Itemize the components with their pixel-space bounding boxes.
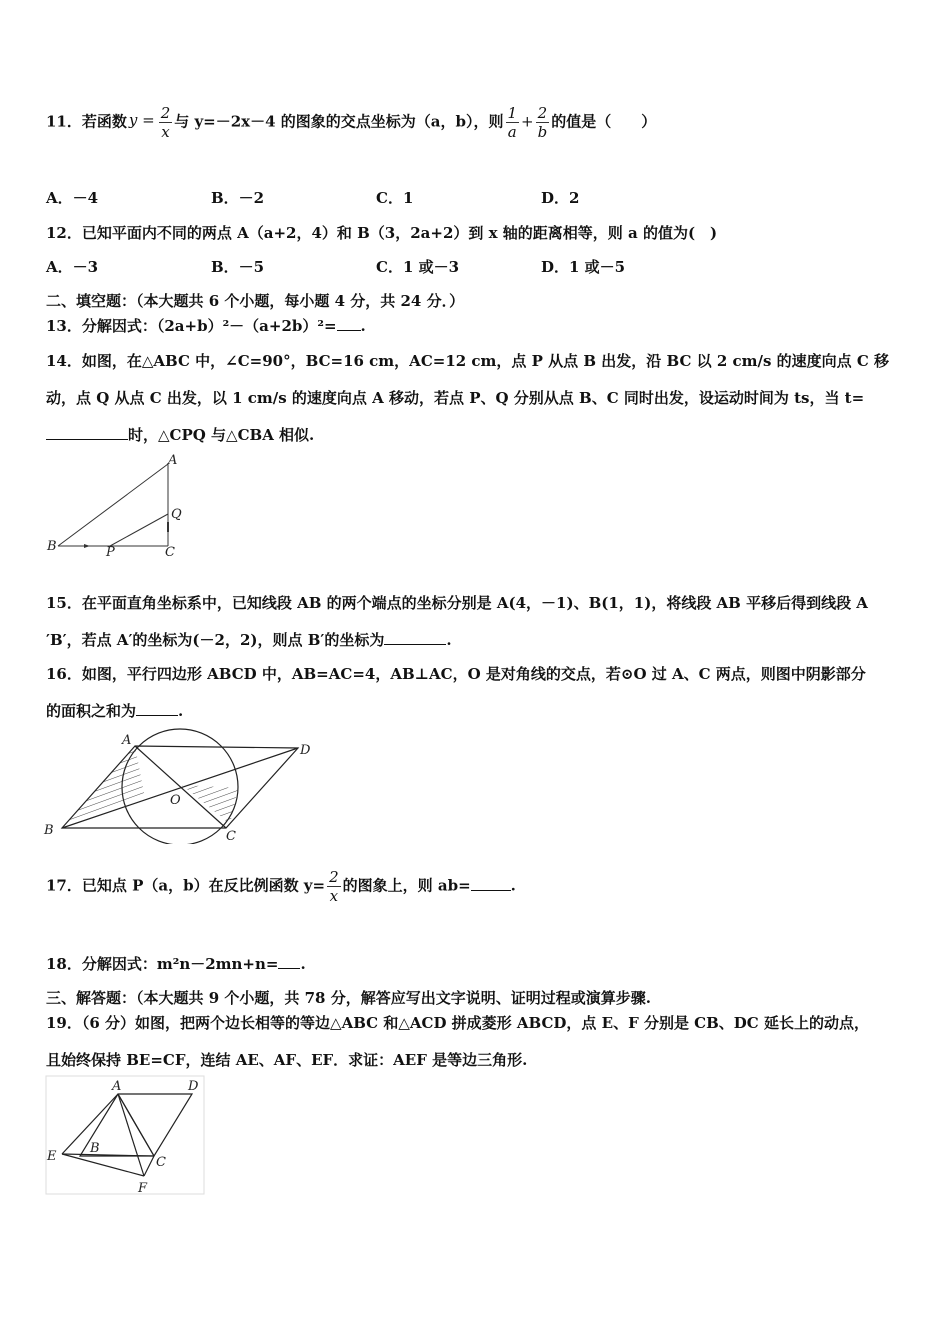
q18-answer-blank[interactable] <box>278 967 300 969</box>
q14-arrow-mark-p <box>84 544 90 548</box>
q11-frac1-num: 1 <box>507 104 518 122</box>
q19-label-e: E <box>47 1149 57 1164</box>
q14-segment-pq <box>110 514 168 546</box>
q14-side-ba <box>58 464 168 546</box>
q19-label-b: B <box>90 1141 100 1156</box>
q17-stem <box>46 868 516 905</box>
q15-line-2-text: ′B′，若点 A′的坐标为(－2，2)，则点 B′的坐标为 <box>46 631 385 649</box>
q16-line-2-text: 的面积之和为 <box>46 702 137 720</box>
q19-label-a: A <box>112 1079 122 1094</box>
q16-label-d: D <box>300 743 311 758</box>
section-2-heading: 二、填空题：（本大题共 6 个小题，每小题 4 分，共 24 分．） <box>46 292 465 310</box>
q16-shaded-region-left <box>62 746 145 828</box>
q11-func-lhs: y = <box>128 110 155 129</box>
q18-stem <box>46 953 306 974</box>
q11-option-c: C．1 <box>376 189 414 207</box>
q17-end: . <box>510 876 516 895</box>
q16-line-1: 16．如图，平行四边形 ABCD 中，AB=AC=4，AB⊥AC，O 是对角线的交点，若⊙O 过 A、C 两点，则图中阴影部分 <box>46 665 866 683</box>
section-3-heading: 三、解答题：（本大题共 9 个小题，共 78 分，解答应写出文字说明、证明过程或演算步骤. <box>46 989 651 1007</box>
q11-suffix: 的值是（ ） <box>551 112 657 131</box>
q14-line-3 <box>46 424 314 445</box>
q11-mid: 与 y=－2x－4 的图象的交点坐标为（a，b），则 <box>174 112 504 131</box>
q11-prefix: 11．若函数 <box>46 112 127 131</box>
q14-triangle-figure <box>44 452 194 562</box>
q17-suffix: 的图象上，则 ab= <box>342 876 471 895</box>
q19-label-d: D <box>188 1079 199 1094</box>
q16-label-c: C <box>226 829 236 844</box>
q11-frac1-den: a <box>507 123 517 141</box>
q11-frac2-num: 2 <box>536 104 550 123</box>
q11-option-b: B．－2 <box>211 189 265 207</box>
q11-option-d: D．2 <box>541 189 580 207</box>
q17-fraction <box>327 868 341 905</box>
q19-line-2: 且始终保持 BE=CF，连结 AE、AF、EF．求证：AEF 是等边三角形. <box>46 1051 528 1069</box>
q14-label-q: Q <box>171 507 182 522</box>
q17-num: 2 <box>329 868 339 886</box>
q11-frac2 <box>536 104 550 141</box>
q14-line-1: 14．如图，在△ABC 中，∠C=90°，BC=16 cm，AC=12 cm，点 P 从点 B 出发，沿 BC 以 2 cm/s 的速度向点 C 移 <box>46 352 890 370</box>
q16-parallelogram-figure <box>40 728 330 844</box>
q14-line-2: 动，点 Q 从点 C 出发，以 1 cm/s 的速度向点 A 移动，若点 P、Q 分别从点 B、C 同时出发，设运动时间为 ts，当 t= <box>46 389 865 407</box>
q14-label-p: P <box>106 545 115 560</box>
q18-end: . <box>300 955 306 973</box>
q19-segment-ac2 <box>118 1094 154 1156</box>
q14-label-a: A <box>168 453 178 468</box>
q19-segment-af <box>118 1094 144 1176</box>
q14-label-c: C <box>165 545 175 560</box>
q15-answer-blank[interactable] <box>384 643 446 645</box>
q13-text: 13．分解因式：（2a+b）²－（a+2b）²= <box>46 317 337 335</box>
q14-answer-blank[interactable] <box>46 438 128 440</box>
q13-answer-blank[interactable] <box>337 329 361 331</box>
q16-label-a: A <box>122 733 132 748</box>
q19-label-f: F <box>138 1181 148 1196</box>
q19-label-c: C <box>156 1155 166 1170</box>
q17-answer-blank[interactable] <box>471 889 511 891</box>
q17-prefix: 17．已知点 P（a，b）在反比例函数 y= <box>46 876 326 895</box>
q11-frac2-den: b <box>537 123 548 141</box>
q11-func-den: x <box>161 123 170 141</box>
q16-end: . <box>178 702 184 720</box>
q12-option-b: B．－5 <box>211 258 265 276</box>
q19-segment-cf <box>144 1156 154 1176</box>
q12-option-a: A．－3 <box>46 258 99 276</box>
q14-line-3-end: 时，△CPQ 与△CBA 相似. <box>128 426 315 444</box>
q14-label-b: B <box>47 539 57 554</box>
q19-rhombus-figure <box>44 1074 206 1198</box>
q11-option-a: A．－4 <box>46 189 99 207</box>
q11-func-fraction <box>159 104 173 141</box>
q11-plus: + <box>521 112 534 131</box>
q11-frac1 <box>506 104 520 141</box>
q18-text: 18．分解因式：m²n－2mn+n= <box>46 955 279 973</box>
q17-den: x <box>329 887 339 905</box>
q16-label-o: O <box>170 793 181 808</box>
q16-line-2 <box>46 700 183 721</box>
q11-func <box>128 110 155 137</box>
q11-stem <box>46 104 656 141</box>
q12-option-c: C．1 或－3 <box>376 258 460 276</box>
q12-stem: 12．已知平面内不同的两点 A（a+2，4）和 B（3，2a+2）到 x 轴的距离相等，则 a 的值为( ) <box>46 224 718 242</box>
q15-line-2 <box>46 629 452 650</box>
q13-end: . <box>360 317 366 335</box>
q16-label-b: B <box>44 823 54 838</box>
q13-stem <box>46 315 366 336</box>
q15-line-1: 15．在平面直角坐标系中，已知线段 AB 的两个端点的坐标分别是 A(4，－1)、B(1，1)，将线段 AB 平移后得到线段 A <box>46 594 868 612</box>
q19-segment-ef <box>62 1154 144 1176</box>
q12-option-d: D．1 或－5 <box>541 258 626 276</box>
q19-line-1: 19．（6 分）如图，把两个边长相等的等边△ABC 和△ACD 拼成菱形 ABCD，点 E、F 分别是 CB、DC 延长上的动点， <box>46 1014 869 1032</box>
q11-func-num: 2 <box>160 104 171 122</box>
q16-answer-blank[interactable] <box>136 714 178 716</box>
q15-end: . <box>446 631 452 649</box>
